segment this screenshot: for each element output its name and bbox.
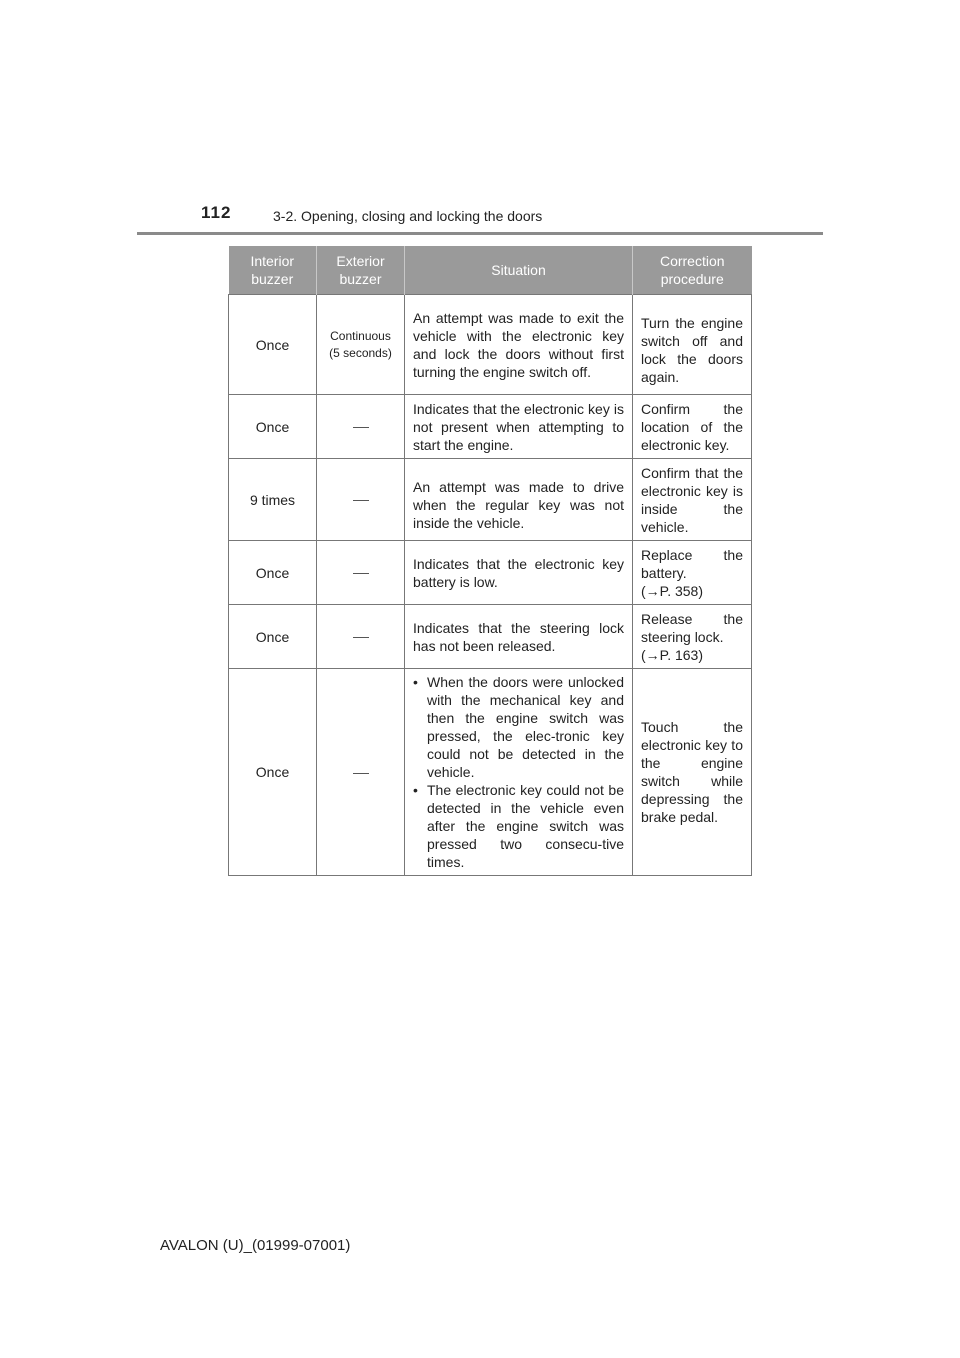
interior-cell: Once xyxy=(229,395,317,459)
header-exterior-buzzer: Exterior buzzer xyxy=(317,246,405,295)
exterior-cell xyxy=(317,669,405,876)
header-correction-procedure: Correction procedure xyxy=(633,246,752,295)
correction-cell: Turn the engine switch off and lock the doors again. xyxy=(633,295,752,395)
exterior-cell xyxy=(317,395,405,459)
correction-text: Release the steering lock. xyxy=(641,610,743,645)
none-dash xyxy=(353,427,369,428)
situation-cell: An attempt was made to drive when the regular key was not inside the vehicle. xyxy=(405,459,633,541)
correction-cell: Confirm that the electronic key is inside the vehicle. xyxy=(633,459,752,541)
correction-cell: Confirm the location of the electronic key. xyxy=(633,395,752,459)
exterior-cell xyxy=(317,541,405,605)
header-interior-buzzer: Interior buzzer xyxy=(229,246,317,295)
situation-cell: Indicates that the steering lock has not been released. xyxy=(405,605,633,669)
header-situation: Situation xyxy=(405,246,633,295)
none-dash xyxy=(353,637,369,638)
table-row xyxy=(229,669,752,876)
interior-cell: 9 times xyxy=(229,459,317,541)
situation-bullet-list xyxy=(413,673,624,871)
exterior-cell: Continuous (5 seconds) xyxy=(317,295,405,395)
none-dash xyxy=(353,773,369,774)
table-row xyxy=(229,541,752,605)
exterior-cell xyxy=(317,605,405,669)
table-row xyxy=(229,459,752,541)
exterior-cell xyxy=(317,459,405,541)
table-header-row xyxy=(229,246,752,295)
table-row xyxy=(229,395,752,459)
model-code-footer: AVALON (U)_(01999-07001) xyxy=(160,1237,351,1254)
situation-cell: Indicates that the electronic key is not present when attempting to start the engine. xyxy=(405,395,633,459)
interior-cell: Once xyxy=(229,541,317,605)
correction-cell xyxy=(633,541,752,605)
none-dash xyxy=(353,500,369,501)
correction-cell xyxy=(633,605,752,669)
buzzer-table xyxy=(228,246,752,876)
page-reference: (→P. 163) xyxy=(641,646,703,663)
page-number: 112 xyxy=(201,203,232,222)
list-item: • When the doors were unlocked with the mechanical key and then the engine switch was pressed, the elec-tronic key could not be detected in the vehicle. xyxy=(427,673,624,781)
section-title: 3-2. Opening, closing and locking the doors xyxy=(273,208,543,224)
none-dash xyxy=(353,573,369,574)
correction-text: Replace the battery. xyxy=(641,546,743,581)
situation-cell xyxy=(405,669,633,876)
page-reference: (→P. 358) xyxy=(641,582,703,599)
situation-cell: An attempt was made to exit the vehicle with the electronic key and lock the doors without first turning the engine switch off. xyxy=(405,295,633,395)
interior-cell: Once xyxy=(229,669,317,876)
table-row xyxy=(229,605,752,669)
table-row xyxy=(229,295,752,395)
correction-cell: Touch the electronic key to the engine switch while depressing the brake pedal. xyxy=(633,669,752,876)
list-item: • The electronic key could not be detected in the vehicle even after the engine switch was pressed two consecu-tive times. xyxy=(427,781,624,871)
situation-cell: Indicates that the electronic key battery is low. xyxy=(405,541,633,605)
header-divider xyxy=(137,232,823,235)
interior-cell: Once xyxy=(229,605,317,669)
interior-cell: Once xyxy=(229,295,317,395)
